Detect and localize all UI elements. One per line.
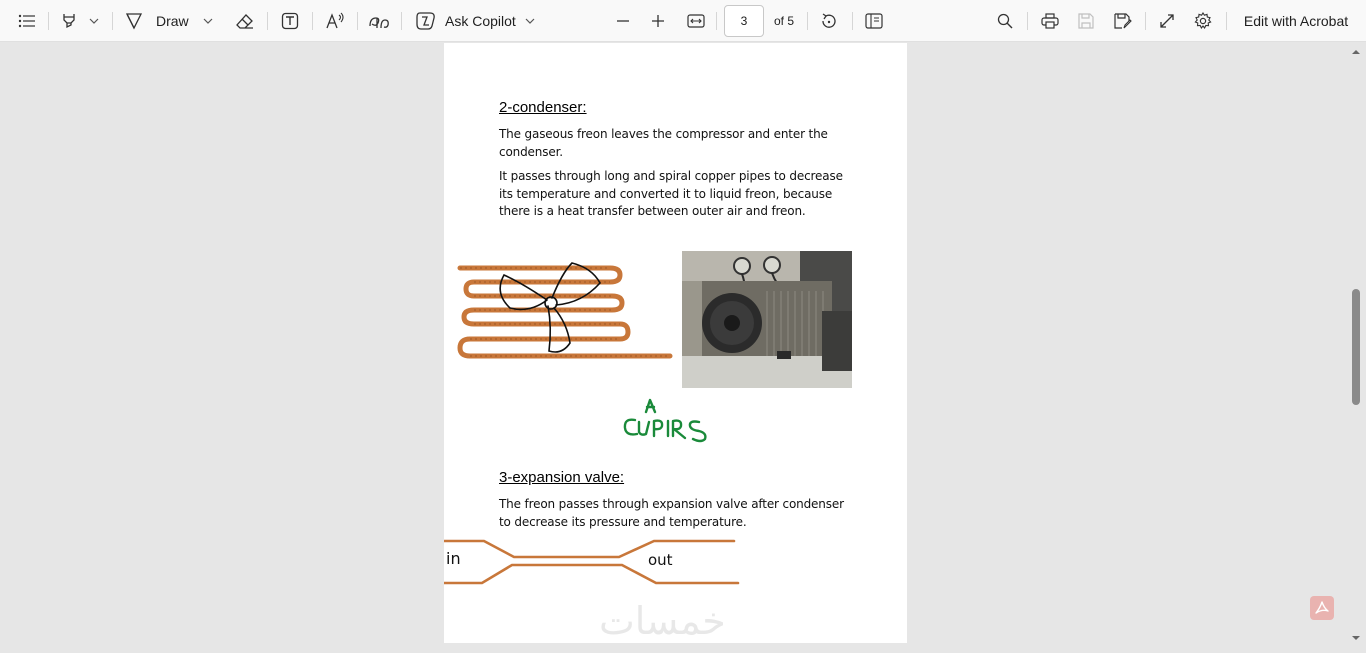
highlighter-icon xyxy=(60,12,78,30)
edit-with-acrobat-button[interactable] xyxy=(1236,0,1356,42)
pdf-page xyxy=(444,43,907,643)
toolbar-separator xyxy=(852,12,853,30)
scroll-up-icon[interactable] xyxy=(1349,47,1363,57)
print-icon xyxy=(1041,13,1059,29)
valve-in-label: in xyxy=(446,549,461,568)
chevron-down-icon xyxy=(525,18,535,24)
page-total: of 5 xyxy=(774,14,795,28)
toolbar-separator xyxy=(807,12,808,30)
chevron-down-icon xyxy=(89,18,99,24)
translate-button[interactable] xyxy=(367,0,391,42)
toolbar-separator xyxy=(312,12,313,30)
edit-acrobat-label: Edit with Acrobat xyxy=(1243,13,1349,29)
save-as-icon xyxy=(1114,13,1132,29)
search-button[interactable] xyxy=(994,0,1016,42)
section-heading-expansion-valve: 3-expansion valve: xyxy=(499,469,625,486)
add-text-button[interactable] xyxy=(279,0,301,42)
condenser-photo xyxy=(682,251,852,388)
save-icon xyxy=(1078,13,1094,29)
eraser-icon xyxy=(236,13,254,29)
valve-out-label: out xyxy=(648,551,673,569)
fit-width-icon xyxy=(687,14,705,28)
expansion-valve-drawing xyxy=(444,537,744,589)
fit-width-button[interactable] xyxy=(684,0,708,42)
condenser-coil-drawing xyxy=(452,253,674,368)
page-view-icon xyxy=(865,13,883,29)
toolbar-separator xyxy=(1145,12,1146,30)
translate-icon xyxy=(368,12,390,30)
save-as-button[interactable] xyxy=(1111,0,1135,42)
toolbar-separator xyxy=(401,12,402,30)
toolbar-separator xyxy=(267,12,268,30)
toolbar-separator xyxy=(357,12,358,30)
page-number-input[interactable] xyxy=(724,5,764,37)
print-button[interactable] xyxy=(1038,0,1062,42)
search-icon xyxy=(997,13,1013,29)
copilot-dropdown[interactable] xyxy=(522,0,538,42)
chevron-down-icon xyxy=(203,18,213,24)
toolbar-separator xyxy=(112,12,113,30)
draw-icon xyxy=(124,12,144,30)
copilot-icon xyxy=(414,11,436,31)
settings-button[interactable] xyxy=(1191,0,1215,42)
toolbar-separator xyxy=(1226,12,1227,30)
rotate-button[interactable] xyxy=(817,0,841,42)
draw-button[interactable] xyxy=(124,0,194,42)
ask-copilot-label: Ask Copilot xyxy=(445,13,516,29)
draw-label: Draw xyxy=(156,13,189,29)
zoom-out-icon xyxy=(616,14,630,28)
highlight-button[interactable] xyxy=(58,0,80,42)
annotation-text: A CUPIPS xyxy=(619,396,624,397)
section-heading-condenser: 2-condenser: xyxy=(499,99,587,116)
fullscreen-button[interactable] xyxy=(1155,0,1179,42)
ask-copilot-button[interactable] xyxy=(414,0,524,42)
handwritten-annotation xyxy=(619,396,719,446)
toolbar-separator xyxy=(716,12,717,30)
fullscreen-icon xyxy=(1159,13,1175,29)
paragraph: The gaseous freon leaves the compressor and enter the condenser. xyxy=(499,127,828,159)
watermark: خمسات xyxy=(599,599,726,643)
draw-dropdown[interactable] xyxy=(200,0,216,42)
rotate-icon xyxy=(820,12,838,30)
paragraph: It passes through long and spiral copper pipes to decrease its temperature and converted it to liquid freon, because there is a heat transfer between outer air and freon. xyxy=(499,169,843,218)
scroll-thumb[interactable] xyxy=(1352,289,1360,405)
paragraph: The freon passes through expansion valve after condenser to decrease its pressure and temperature. xyxy=(499,497,844,529)
read-aloud-icon xyxy=(325,12,345,30)
page-view-button[interactable] xyxy=(862,0,886,42)
acrobat-icon xyxy=(1314,600,1330,616)
read-aloud-button[interactable] xyxy=(323,0,347,42)
scroll-down-icon[interactable] xyxy=(1349,633,1363,643)
text-box-icon xyxy=(281,12,299,30)
acrobat-badge[interactable] xyxy=(1310,596,1334,620)
list-icon xyxy=(18,14,36,28)
toolbar-separator xyxy=(48,12,49,30)
erase-button[interactable] xyxy=(234,0,256,42)
zoom-out-button[interactable] xyxy=(612,0,634,42)
toolbar-separator xyxy=(1027,12,1028,30)
settings-icon xyxy=(1194,12,1212,30)
vertical-scrollbar[interactable] xyxy=(1349,43,1363,651)
zoom-in-button[interactable] xyxy=(647,0,669,42)
save-button[interactable] xyxy=(1074,0,1098,42)
contents-button[interactable] xyxy=(14,0,40,42)
highlight-dropdown[interactable] xyxy=(86,0,102,42)
toolbar xyxy=(0,0,1366,42)
zoom-in-icon xyxy=(651,14,665,28)
